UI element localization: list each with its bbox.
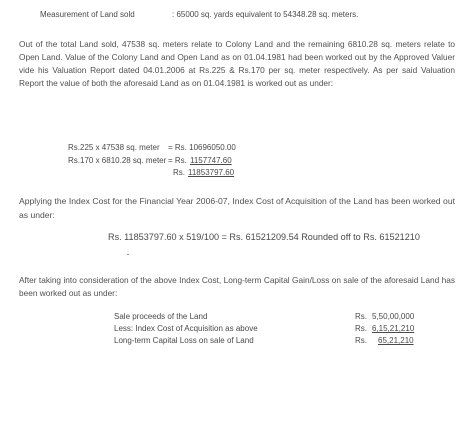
summary-row-label: Long-term Capital Loss on sale of Land — [114, 336, 254, 345]
calc-total-value: 11853797.60 — [188, 168, 235, 177]
summary-row-value: 5,50,00,000 — [372, 312, 415, 321]
capital-gain-paragraph: After taking into consideration of the above Index Cost, Long-term Capital Gain/Loss on sale of the aforesaid Land has been worked out as under: — [19, 275, 455, 298]
summary-row-value: 65,21,210 — [378, 336, 414, 345]
summary-row-prefix: Rs. — [355, 336, 367, 345]
summary-row-prefix: Rs. — [355, 312, 367, 321]
summary-row-prefix: Rs. — [355, 324, 367, 333]
calc-row2-eq: = Rs. — [168, 156, 187, 165]
index-cost-paragraph: Applying the Index Cost for the Financial Year 2006-07, Index Cost of Acquisition of the Land has been worked out as under: — [19, 196, 455, 220]
measurement-label: Measurement of Land sold — [40, 10, 135, 19]
calc-row1-label: Rs.225 x 47538 sq. meter — [68, 143, 160, 152]
calc-row2-value: 1157747.60 — [190, 156, 232, 165]
summary-row-value: 6,15,21,210 — [372, 324, 415, 333]
index-cost-formula: Rs. 11853797.60 x 519/100 = Rs. 61521209.54 Rounded off to Rs. 61521210 — [108, 232, 420, 242]
calc-row2-label: Rs.170 x 6810.28 sq. meter — [68, 156, 167, 165]
calc-row1-value: = Rs. 10696050.00 — [168, 143, 236, 152]
summary-row-label: Less: Index Cost of Acquisition as above — [114, 324, 258, 333]
valuation-paragraph: Out of the total Land sold, 47538 sq. meters relate to Colony Land and the remaining 6810.28 sq. meters relate to Open Land. Value of the Colony Land and Open Land as on 01.04.1981 had been worked out by the Approved Valuer vide his Valuation Report dated 04.01.2006 at Rs.225 & Rs.170 per sq. meter respectively. As per said Valuation Report the value of both the aforesaid Land as on 01.04.1981 is worked out as under: — [19, 39, 455, 88]
summary-row-label: Sale proceeds of the Land — [114, 312, 208, 321]
measurement-value: : 65000 sq. yards equivalent to 54348.28 sq. meters. — [172, 10, 359, 19]
scan-speck — [127, 254, 129, 255]
calc-total-prefix: Rs. — [173, 168, 185, 177]
